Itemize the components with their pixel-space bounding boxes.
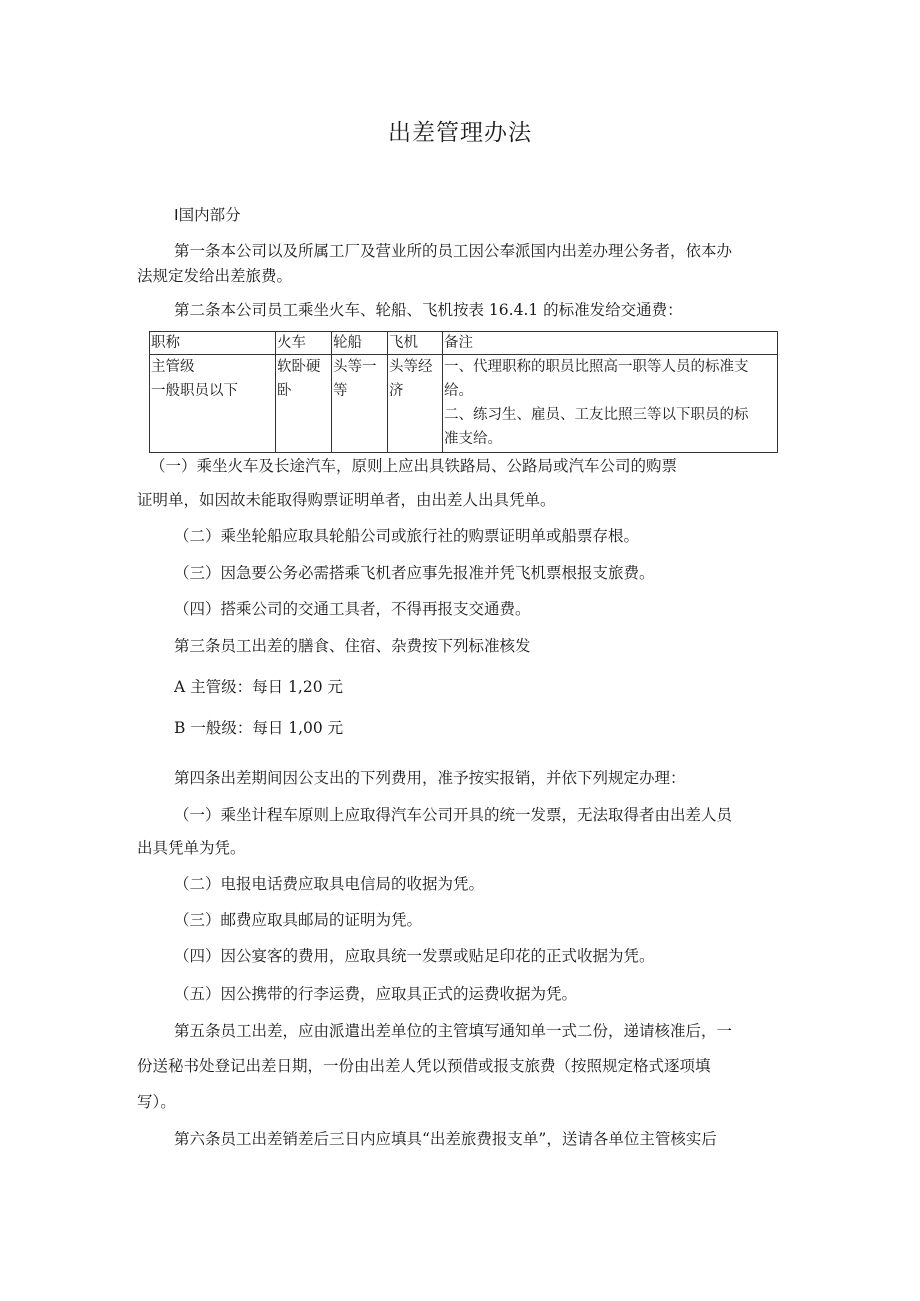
document-title: 出差管理办法 <box>388 120 532 146</box>
article-4-item-5: （五）因公携带的行李运费，应取具正式的运费收据为凭。 <box>174 985 578 1003</box>
ship-line: 等 <box>333 383 348 399</box>
article-4-item-1-line-2: 出具凭单为凭。 <box>137 839 246 857</box>
transport-note-1-line-1: （一）乘坐火车及长途汽车，原则上应出具铁路局、公路局或汽车公司的购票 <box>150 457 678 475</box>
plane-cell <box>388 355 443 453</box>
table-header-cell: 备注 <box>443 332 778 355</box>
article-3-item-b: B 一般级：每日 1,00 元 <box>174 719 344 737</box>
train-line: 软卧硬 <box>277 359 321 375</box>
article-5-line-3: 写）。 <box>137 1093 176 1111</box>
plane-line: 济 <box>389 383 404 399</box>
transport-note-2: （二）乘坐轮船应取具轮船公司或旅行社的购票证明单或船票存根。 <box>174 527 640 545</box>
article-6-line-1: 第六条员工出差销差后三日内应填具“出差旅费报支单”，送请各单位主管核实后 <box>174 1130 717 1148</box>
transport-note-1-line-2: 证明单，如因故未能取得购票证明单者，由出差人出具凭单。 <box>137 491 556 509</box>
remark-line: 一、代理职称的职员比照高一职等人员的标准支 <box>444 359 749 375</box>
table-header-cell: 轮船 <box>332 332 388 355</box>
table-header-cell: 火车 <box>276 332 332 355</box>
section-heading: Ⅰ国内部分 <box>174 206 241 224</box>
article-5-line-2: 份送秘书处登记出差日期，一份由出差人凭以预借或报支旅费（按照规定格式逐项填 <box>137 1057 711 1075</box>
table-header-cell: 职称 <box>150 332 276 355</box>
transport-standard-table <box>149 331 778 453</box>
plane-line: 头等经 <box>389 359 433 375</box>
table-row <box>150 355 778 453</box>
transport-note-3: （三）因急要公务必需搭乘飞机者应事先报准并凭飞机票根报支旅费。 <box>174 564 655 582</box>
article-3-line-1: 第三条员工出差的膳食、住宿、杂费按下列标准核发 <box>174 637 531 655</box>
rank-line: 一般职员以下 <box>151 383 238 399</box>
article-1-line-1: 第一条本公司以及所属工厂及营业所的员工因公奉派国内出差办理公务者，依本办 <box>174 242 733 260</box>
ship-line: 头等一 <box>333 359 377 375</box>
article-4-item-1-line-1: （一）乘坐计程车原则上应取得汽车公司开具的统一发票，无法取得者由出差人员 <box>174 806 733 824</box>
remark-line: 准支给。 <box>444 431 502 447</box>
ship-cell <box>332 355 388 453</box>
article-4-item-2: （二）电报电话费应取具电信局的收据为凭。 <box>174 875 485 893</box>
article-4-line-1: 第四条出差期间因公支出的下列费用，准予按实报销，并依下列规定办理： <box>174 769 686 787</box>
article-1-line-2: 法规定发给出差旅费。 <box>137 267 293 285</box>
table-header-cell: 飞机 <box>388 332 443 355</box>
remark-line: 二、练习生、雇员、工友比照三等以下职员的标 <box>444 407 749 423</box>
article-5-line-1: 第五条员工出差，应由派遣出差单位的主管填写通知单一式二份，递请核准后，一 <box>174 1022 733 1040</box>
train-cell <box>276 355 332 453</box>
remark-cell <box>443 355 778 453</box>
train-line: 卧 <box>277 383 292 399</box>
article-2-line-1: 第二条本公司员工乘坐火车、轮船、飞机按表 16.4.1 的标准发给交通费： <box>174 301 683 319</box>
table-header-row <box>150 332 778 355</box>
article-4-item-3: （三）邮费应取具邮局的证明为凭。 <box>174 911 423 929</box>
rank-cell <box>150 355 276 453</box>
article-3-item-a: A 主管级：每日 1,20 元 <box>174 678 343 696</box>
transport-note-4: （四）搭乘公司的交通工具者，不得再报支交通费。 <box>174 600 531 618</box>
rank-line: 主管级 <box>151 359 195 375</box>
article-4-item-4: （四）因公宴客的费用，应取具统一发票或贴足印花的正式收据为凭。 <box>174 947 655 965</box>
remark-line: 给。 <box>444 383 473 399</box>
